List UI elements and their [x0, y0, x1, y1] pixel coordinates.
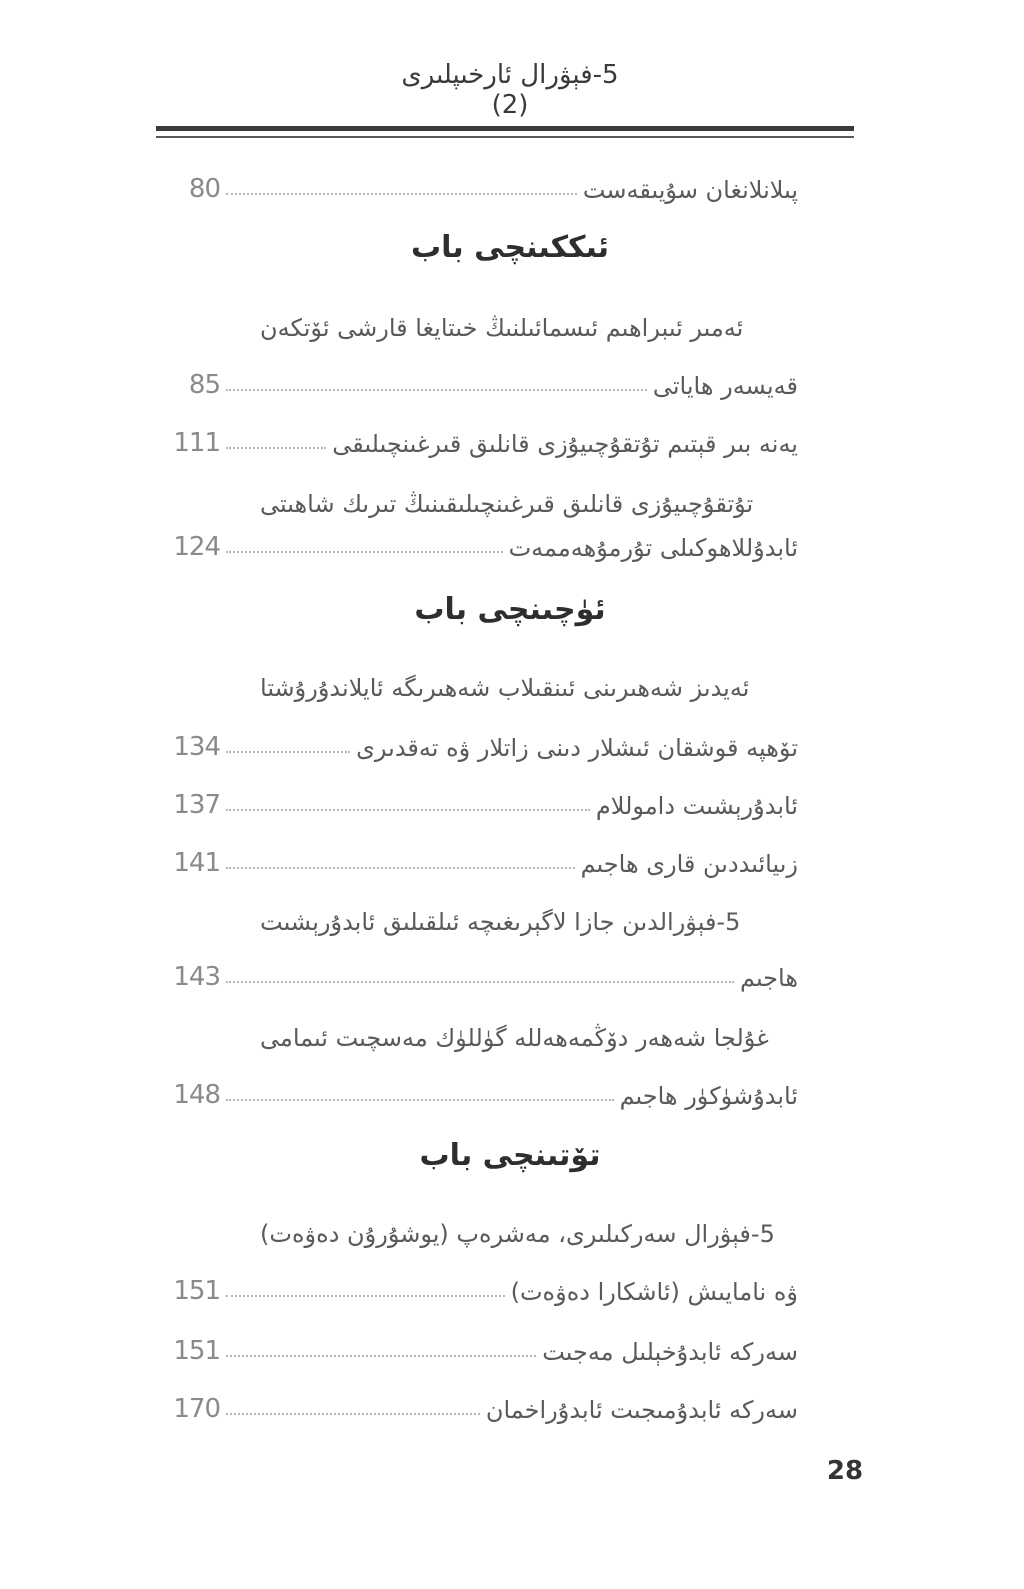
dot-leader — [226, 751, 350, 753]
toc-page-number: 85 — [188, 370, 220, 400]
chapter-heading: ئۈچىنچى باب — [414, 592, 606, 627]
toc-entry-title: ئابدۇشۈكۈر ھاجىم — [619, 1082, 798, 1110]
toc-page-number: 170 — [173, 1394, 220, 1424]
toc-page-number: 137 — [173, 790, 220, 820]
dot-leader — [226, 1355, 536, 1357]
toc-entry[interactable] — [168, 160, 818, 204]
toc-entry-title-line[interactable]: غۇلجا شەھەر دۆڭمەھەللە گۈللۈك مەسچىت ئىمامى — [260, 1024, 769, 1052]
dot-leader — [226, 1099, 614, 1101]
dot-leader — [226, 389, 647, 391]
chapter-heading: ئىككىنچى باب — [411, 230, 609, 265]
toc-entry-title: تۆھپە قوشقان ئىشلار دىنى زاتلار ۋە تەقدىرى — [356, 734, 798, 762]
toc-entry[interactable] — [168, 718, 818, 762]
toc-entry-title: ھاجىم — [739, 964, 798, 992]
toc-page-number: 124 — [173, 532, 220, 562]
toc-entry-title-line[interactable]: 5-فېۋرال سەركىلىرى، مەشرەپ (يوشۇرۇن دەۋەت) — [260, 1220, 775, 1248]
toc-entry-title: قەيسەر ھاياتى — [652, 372, 798, 400]
toc-entry-title: پىلانلانغان سۇيىقەست — [582, 176, 798, 204]
toc-entry[interactable] — [168, 414, 818, 458]
toc-entry-title: سەركە ئابدۇخېلىل مەجىت — [542, 1338, 798, 1366]
dot-leader — [226, 1413, 480, 1415]
toc-page-number: 111 — [173, 428, 220, 458]
dot-leader — [226, 981, 734, 983]
toc-entry-title: يەنە بىر قېتىم تۇتقۇچىيۇزى قانلىق قىرغىنچىلىقى — [332, 430, 798, 458]
toc-page-number: 141 — [173, 848, 220, 878]
toc-entry[interactable] — [168, 776, 818, 820]
toc-entry[interactable] — [168, 1066, 818, 1110]
toc-entry-title-line[interactable]: ئەيدىز شەھىرىنى ئىنقىلاب شەھىرىگە ئايلاندۇرۇشتا — [260, 674, 750, 702]
running-head: 5-فېۋرال ئارخىپلىرى (2) — [401, 60, 619, 120]
toc-page-number: 151 — [173, 1276, 220, 1306]
toc-entry-title: ۋە نامايىش (ئاشكارا دەۋەت) — [510, 1278, 798, 1306]
toc-entry-title: ئابدۇرېشىت داموللام — [595, 792, 798, 820]
toc-entry-title-line[interactable]: 5-فېۋرالدىن جازا لاگېرىغىچە ئىلقىلىق ئابدۇرېشىت — [260, 908, 741, 936]
toc-entry[interactable] — [168, 834, 818, 878]
toc-page-number: 134 — [173, 732, 220, 762]
page-number: 28 — [826, 1456, 864, 1486]
toc-entry[interactable] — [168, 1262, 818, 1306]
toc-entry[interactable] — [168, 948, 818, 992]
dot-leader — [226, 447, 326, 449]
toc-entry-title: سەركە ئابدۇمىجىت ئابدۇراخمان — [485, 1396, 798, 1424]
dot-leader — [226, 809, 590, 811]
toc-page-number: 151 — [173, 1336, 220, 1366]
toc-entry[interactable] — [168, 1380, 818, 1424]
dot-leader — [226, 1295, 505, 1297]
dot-leader — [226, 551, 503, 553]
toc-entry-title: زىيائىددىن قارى ھاجىم — [580, 850, 798, 878]
toc-entry-title-line[interactable]: تۇتقۇچىيۇزى قانلىق قىرغىنچىلىقىنىڭ تىرىك شاھىتى — [260, 490, 754, 518]
toc-entry[interactable] — [168, 1322, 818, 1366]
toc-entry-title: ئابدۇللاھوكىلى تۇرمۇھەممەت — [508, 534, 798, 562]
toc-page-number: 80 — [188, 174, 220, 204]
dot-leader — [226, 867, 575, 869]
toc-entry[interactable] — [168, 518, 818, 562]
toc-entry-title-line[interactable]: ئەمىر ئىبراھىم ئىسمائىلنىڭ خىتايغا قارشى ئۆتكەن — [260, 314, 744, 342]
toc-entry[interactable] — [168, 356, 818, 400]
chapter-heading: تۆتىنچى باب — [419, 1138, 601, 1173]
dot-leader — [226, 193, 577, 195]
toc-page-number: 143 — [173, 962, 220, 992]
toc-page-number: 148 — [173, 1080, 220, 1110]
